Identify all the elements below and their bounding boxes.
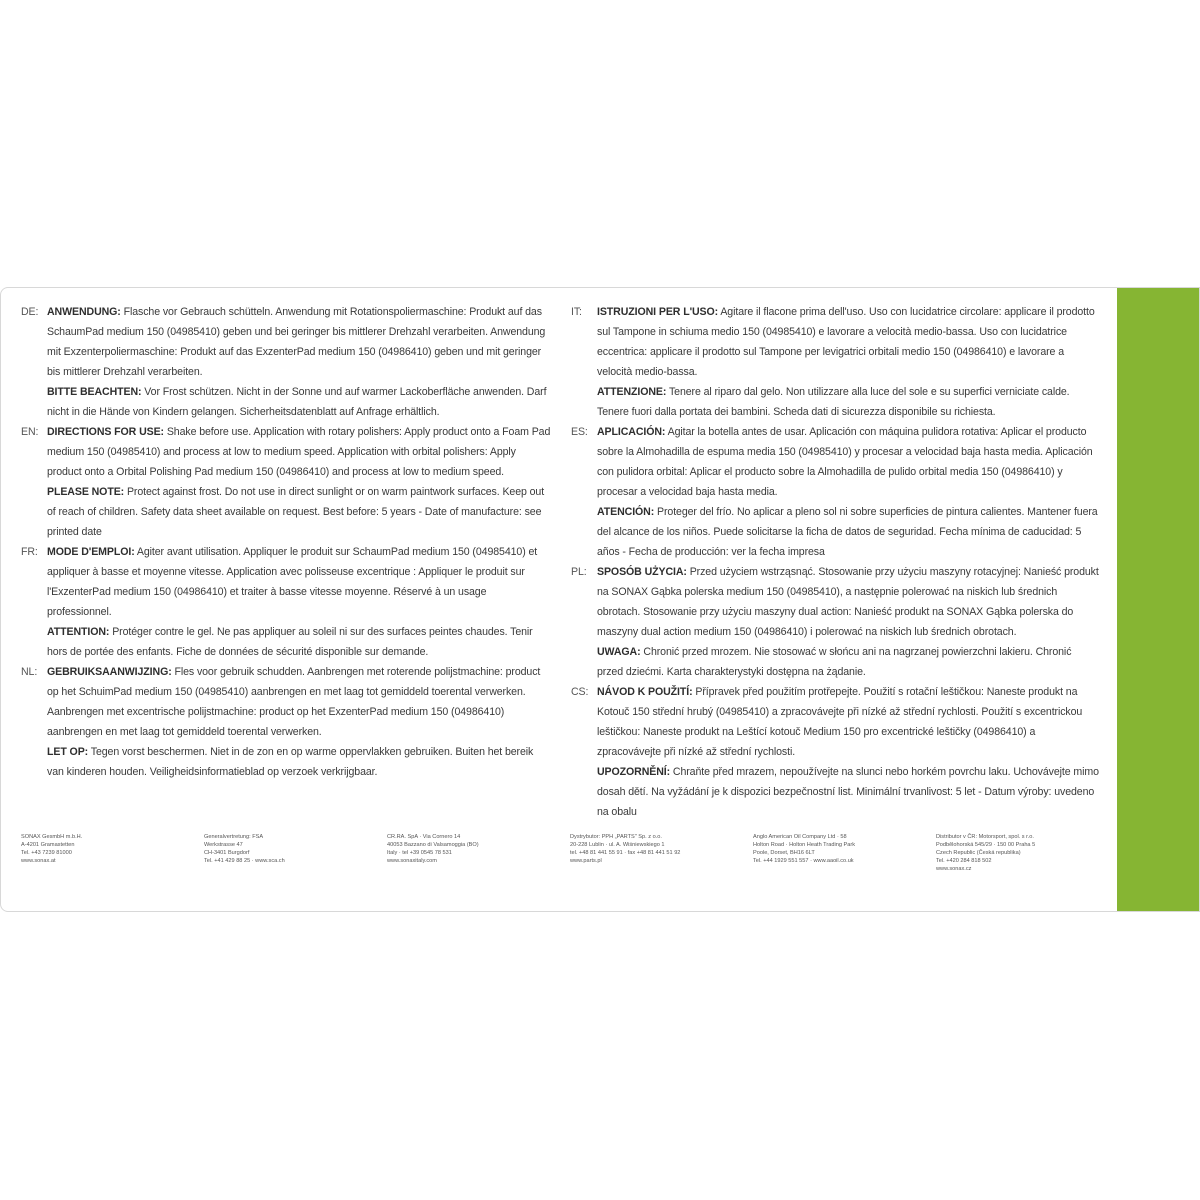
distributor-address-pl — [570, 833, 730, 893]
note-text: Tegen vorst beschermen. Niet in de zon en op warme oppervlakken gebruiken. Buiten het bereik van kinderen houden. Veiligheidsinformatieblad op verzoek verkrijgbaar. — [47, 746, 534, 778]
address-line: Tel. +420 284 818 502 — [936, 858, 992, 864]
address-line: CR.RA. SpA · Via Cornero 14 — [387, 834, 461, 840]
address-line: Tel. +43 7239 81000 — [21, 850, 72, 856]
section-text: Agitar la botella antes de usar. Aplicación con máquina pulidora rotativa: Aplicar el producto sobre la Almohadilla de espuma media 150 (04985410) y procesar a velocidad baja hasta media. Aplicación con pulidora orbital: Aplicar el producto sobre la Almohadilla de pulido orbital media 150 (04986410) y procesar a velocidad baja hasta media. — [597, 426, 1093, 498]
note-heading: BITTE BEACHTEN: — [47, 386, 142, 398]
note-text: Proteger del frío. No aplicar a pleno sol ni sobre superficies de pintura calientes. Mantener fuera del alcance de los niños. Puede solicitarse la ficha de datos de seguridad. Fecha mínima de caducidad: 5 años - Fecha de producción: ver la fecha impresa — [597, 506, 1098, 558]
section-heading: NÁVOD K POUŽITÍ: — [597, 686, 693, 698]
language-code: PL: — [571, 566, 587, 578]
address-line: Dystrybutor: PPH „PARTS" Sp. z o.o. — [570, 834, 662, 840]
section-heading: APLICACIÓN: — [597, 426, 666, 438]
distributor-address-cz — [936, 833, 1096, 893]
address-line: Anglo American Oil Company Ltd · 58 — [753, 834, 847, 840]
note-heading: PLEASE NOTE: — [47, 486, 125, 498]
note-heading: UWAGA: — [597, 646, 641, 658]
language-code: CS: — [571, 686, 589, 698]
address-line: Tel. +44 1929 551 557 · www.aaoil.co.uk — [753, 858, 854, 864]
address-line: Poole, Dorset, BH16 6LT — [753, 850, 815, 856]
distributor-address-at — [21, 833, 181, 893]
address-line: A-4201 Gramastetten — [21, 842, 75, 848]
address-line: www.sonaxitaly.com — [387, 858, 437, 864]
note-text: Chronić przed mrozem. Nie stosować w słońcu ani na nagrzanej powierzchni lakieru. Chronić przed dziećmi. Karta charakterystyki dostępna na żądanie. — [597, 646, 1072, 678]
address-line: SONAX GesmbH m.b.H. — [21, 834, 83, 840]
section-heading: MODE D'EMPLOI: — [47, 546, 135, 558]
note-heading: ATTENTION: — [47, 626, 110, 638]
note-text: Protect against frost. Do not use in direct sunlight or on warm paintwork surfaces. Keep out of reach of children. Safety data sheet available on request. Best before: 5 years - Date of manufacture: see printed date — [47, 486, 545, 538]
address-line: Holton Road · Holton Heath Trading Park — [753, 842, 855, 848]
language-code: NL: — [21, 666, 38, 678]
section-text: Shake before use. Application with rotary polishers: Apply product onto a Foam Pad medium 150 (04985410) and process at low to medium speed. Application with orbital polishers: Apply product onto a Orbital Polishing Pad medium 150 (04986410) and process at low to medium speed. — [47, 426, 551, 478]
address-line: Podbělohorská 545/29 · 150 00 Praha 5 — [936, 842, 1036, 848]
section-heading: SPOSÓB UŻYCIA: — [597, 566, 687, 578]
section-en — [21, 422, 551, 542]
section-text: Přípravek před použitím protřepejte. Použití s rotační leštičkou: Naneste produkt na Kotouč 150 střední hrubý (04985410) a zpracovávejte při nízké až střední rychlosti. Použití s excentrickou leštičkou: Naneste produkt na Leštící kotouč Medium 150 pro excentrické leštičky (04986410) a zpracovávejte při nízké až střední rychlosti. — [597, 686, 1083, 758]
section-de — [21, 302, 551, 422]
address-line: Czech Republic (Česká republika) — [936, 850, 1021, 856]
note-text: Protéger contre le gel. Ne pas appliquer au soleil ni sur des surfaces peintes chaudes. Tenir hors de portée des enfants. Fiche de données de sécurité disponible sur demande. — [47, 626, 533, 658]
section-heading: ISTRUZIONI PER L'USO: — [597, 306, 719, 318]
instructions-column-right — [571, 302, 1099, 822]
distributor-address-uk — [753, 833, 913, 893]
language-code: DE: — [21, 306, 39, 318]
distributor-footer — [21, 833, 1096, 893]
distributor-address-it — [387, 833, 547, 893]
section-heading: DIRECTIONS FOR USE: — [47, 426, 164, 438]
section-es — [571, 422, 1099, 562]
note-text: Vor Frost schützen. Nicht in der Sonne und auf warmer Lackoberfläche anwenden. Darf nicht in die Hände von Kindern gelangen. Sicherheitsdatenblatt auf Anfrage erhältlich. — [47, 386, 547, 418]
address-line: Werkstrasse 47 — [204, 842, 243, 848]
address-line: tel. +48 81 441 55 91 · fax +48 81 441 51 92 — [570, 850, 681, 856]
language-code: FR: — [21, 546, 38, 558]
language-code: IT: — [571, 306, 582, 318]
product-label-panel — [0, 287, 1200, 912]
section-heading: GEBRUIKSAANWIJZING: — [47, 666, 172, 678]
section-text: Agitare il flacone prima dell'uso. Uso con lucidatrice circolare: applicare il prodotto sul Tampone in schiuma medio 150 (04985410) e lavorare a velocità medio-bassa. Uso con lucidatrice eccentrica: applicare il prodotto sul Tampone per levigatrici orbitali medio 150 (04986410) e lavorare a velocità medio-bassa. — [597, 306, 1095, 378]
address-line: www.sonax.at — [21, 858, 56, 864]
section-heading: ANWENDUNG: — [47, 306, 121, 318]
section-pl — [571, 562, 1099, 682]
address-line: Tel. +41 429 88 25 · www.sca.ch — [204, 858, 285, 864]
section-nl — [21, 662, 551, 782]
green-side-stripe — [1117, 288, 1199, 911]
note-heading: ATTENZIONE: — [597, 386, 667, 398]
section-text: Przed użyciem wstrząsnąć. Stosowanie przy użyciu maszyny rotacyjnej: Nanieść produkt na SONAX Gąbka polerska medium 150 (04985410), a następnie polerować na niskich lub średnich obrotach. Stosowanie przy użyciu maszyny dual action: Nanieść produkt na SONAX Gąbka polerska do maszyny dual action medium 150 (04986410) i polerować na niskich lub średnich obrotach. — [597, 566, 1099, 638]
section-text: Flasche vor Gebrauch schütteln. Anwendung mit Rotationspoliermaschine: Produkt auf das SchaumPad medium 150 (04985410) geben und bei geringer bis mittlerer Drehzahl verarbeiten. Anwendung mit Exzenterpoliermaschine: Produkt auf das ExzenterPad medium 150 (04986410) geben und mit geringer bis mittlerer Drehzahl verarbeiten. — [47, 306, 546, 378]
address-line: Italy · tel +39 0545 78 531 — [387, 850, 452, 856]
section-text: Agiter avant utilisation. Appliquer le produit sur SchaumPad medium 150 (04985410) et appliquer à basse et moyenne vitesse. Application avec polisseuse excentrique : Appliquer le produit sur l'ExzenterPad medium 150 (04986410) et traiter à basse vitesse moyenne. Réservé à un usage professionnel. — [47, 546, 538, 618]
section-it — [571, 302, 1099, 422]
note-text: Tenere al riparo dal gelo. Non utilizzare alla luce del sole e su superfici verniciate calde. Tenere fuori dalla portata dei bambini. Scheda dati di sicurezza disponibile su richiesta. — [597, 386, 1070, 418]
address-line: 40053 Bazzano di Valsamoggia (BO) — [387, 842, 479, 848]
language-code: ES: — [571, 426, 588, 438]
address-line: Distributor v ČR: Motorsport, spol. s r.o. — [936, 834, 1034, 840]
address-line: 20-228 Lublin · ul. A. Wiśniewskiego 1 — [570, 842, 665, 848]
section-cs — [571, 682, 1099, 822]
section-text: Fles voor gebruik schudden. Aanbrengen met roterende polijstmachine: product op het SchuimPad medium 150 (04985410) aanbrengen en met laag tot gemiddeld toerental verwerken. Aanbrengen met excentrische polijstmachine: product op het ExzenterPad medium 150 (04986410) aanbrengen en met laag tot gemiddeld toerental verwerken. — [47, 666, 541, 738]
note-heading: LET OP: — [47, 746, 89, 758]
address-line: www.sonax.cz — [936, 866, 972, 872]
section-fr — [21, 542, 551, 662]
note-text: Chraňte před mrazem, nepoužívejte na slunci nebo horkém povrchu laku. Uchovávejte mimo dosah dětí. Na vyžádání je k dispozici bezpečnostní list. Minimální trvanlivost: 5 let - Datum výroby: uvedeno na obalu — [597, 766, 1099, 818]
note-heading: ATENCIÓN: — [597, 506, 655, 518]
instructions-column-left — [21, 302, 551, 782]
address-line: www.parts.pl — [570, 858, 602, 864]
address-line: CH-3401 Burgdorf — [204, 850, 250, 856]
language-code: EN: — [21, 426, 39, 438]
address-line: Generalvertretung: FSA — [204, 834, 264, 840]
distributor-address-ch — [204, 833, 364, 893]
note-heading: UPOZORNĚNÍ: — [597, 766, 671, 778]
